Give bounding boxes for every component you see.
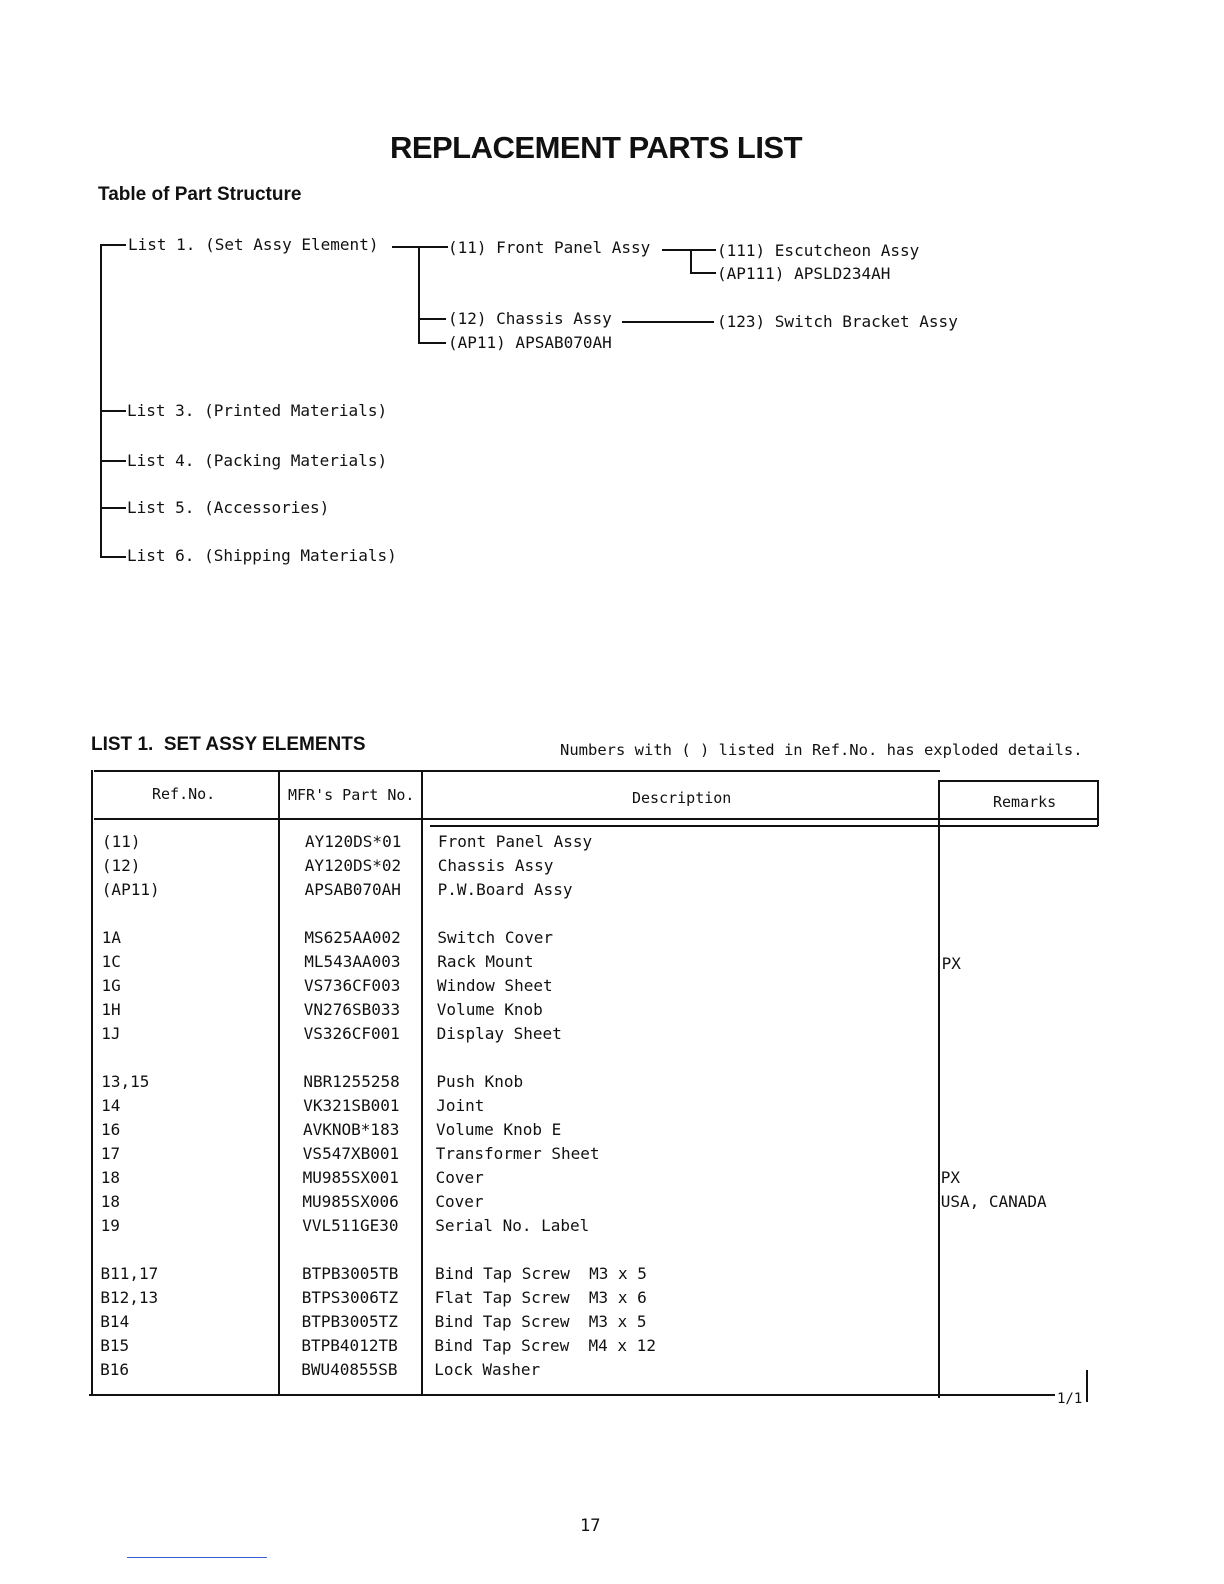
cell-description: Rack Mount (437, 952, 534, 971)
structure-heading: Table of Part Structure (98, 184, 302, 205)
cell-description: Serial No. Label (435, 1216, 590, 1235)
col-divider-desc (938, 780, 940, 1398)
cell-description: Window Sheet (437, 976, 553, 995)
tree-connector-front (662, 249, 716, 251)
tree-branch-list5 (100, 507, 126, 509)
cell-ref-no: 1G (101, 976, 121, 995)
list-end-mark: 1/1 (1057, 1391, 1083, 1407)
cell-ref-no: 1C (101, 952, 121, 971)
cell-ref-no: B11,17 (100, 1264, 159, 1283)
cell-description: Joint (436, 1096, 485, 1115)
end-mark-tick (1086, 1370, 1088, 1402)
cell-remarks: USA, CANADA (940, 1192, 1047, 1211)
table-top-border-remarks (940, 780, 1099, 782)
cell-ref-no: 18 (100, 1192, 120, 1211)
cell-ref-no: B15 (100, 1336, 130, 1355)
cell-remarks: PX (940, 1168, 961, 1187)
cell-part-no: VVL511GE30 (302, 1216, 399, 1235)
cell-part-no: BTPB3005TZ (301, 1312, 398, 1331)
cell-description: Front Panel Assy (438, 832, 593, 851)
tree-branch-list4 (100, 460, 126, 462)
header-remarks: Remarks (993, 793, 1057, 811)
cell-part-no: BWU40855SB (301, 1360, 398, 1379)
cell-part-no: AY120DS*01 (305, 832, 402, 851)
cell-description: Bind Tap Screw M4 x 12 (434, 1336, 656, 1355)
cell-ref-no: B16 (100, 1360, 129, 1379)
tree-connector-list1 (392, 246, 448, 248)
table-header-divider-2 (430, 825, 1098, 827)
table-header-divider (94, 818, 1098, 820)
page-number: 17 (580, 1516, 601, 1536)
cell-ref-no: (AP11) (101, 880, 160, 899)
cell-description: Bind Tap Screw M3 x 5 (434, 1312, 647, 1331)
cell-part-no: BTPB4012TB (301, 1336, 398, 1355)
tree-connector-chassis (622, 321, 714, 323)
cell-part-no: VS547XB001 (302, 1144, 400, 1163)
cell-description: Switch Cover (437, 928, 553, 947)
cell-ref-no: 13,15 (101, 1072, 150, 1091)
cell-part-no: NBR1255258 (303, 1072, 400, 1091)
tree-branch-list3 (100, 410, 126, 412)
cell-part-no: ML543AA003 (304, 952, 401, 971)
tree-branch-list6 (100, 556, 126, 558)
cell-description: Push Knob (436, 1072, 524, 1091)
table-right-border (1097, 780, 1099, 826)
cell-description: Chassis Assy (437, 856, 554, 875)
cell-ref-no: 1J (101, 1024, 121, 1043)
cell-part-no: APSAB070AH (304, 880, 401, 899)
cell-ref-no: 16 (101, 1120, 121, 1139)
tree-branch-ap111 (690, 272, 716, 274)
tree-sub-vertical-front (690, 249, 692, 273)
list1-heading: LIST 1. SET ASSY ELEMENTS (91, 734, 366, 755)
cell-description: Display Sheet (436, 1024, 562, 1043)
table-top-border (94, 770, 940, 772)
cell-part-no: AVKNOB*183 (303, 1120, 400, 1139)
cell-description: Flat Tap Screw M3 x 6 (434, 1288, 647, 1307)
cell-part-no: VS736CF003 (304, 976, 401, 995)
tree-list5: List 5. (Accessories) (127, 498, 330, 517)
page-title: REPLACEMENT PARTS LIST (389, 130, 803, 165)
cell-part-no: VN276SB033 (303, 1000, 401, 1019)
cell-ref-no: B14 (100, 1312, 130, 1331)
tree-branch-ap11 (418, 342, 446, 344)
cell-description: Cover (435, 1168, 484, 1187)
tree-branch-chassis (418, 318, 446, 320)
cell-part-no: MS625AA002 (304, 928, 401, 947)
tree-sub-vertical (418, 246, 420, 344)
cell-remarks: PX (941, 954, 961, 973)
cell-description: Transformer Sheet (435, 1144, 600, 1163)
cell-ref-no: (11) (102, 832, 141, 851)
tree-main-vertical (100, 244, 102, 558)
tree-list6: List 6. (Shipping Materials) (127, 546, 397, 565)
cell-part-no: MU985SX006 (302, 1192, 399, 1211)
cell-part-no: AY120DS*02 (304, 856, 402, 875)
tree-ap111: (AP111) APSLD234AH (717, 264, 891, 283)
cell-ref-no: 1H (101, 1000, 121, 1019)
tree-list3: List 3. (Printed Materials) (127, 401, 388, 420)
cell-ref-no: 17 (100, 1144, 121, 1163)
cell-ref-no: 1A (101, 928, 121, 947)
cell-part-no: VK321SB001 (303, 1096, 400, 1115)
table-left-border (91, 770, 93, 1396)
col-divider-ref (278, 770, 280, 1394)
cell-part-no: VS326CF001 (303, 1024, 400, 1043)
header-description: Description (632, 789, 732, 807)
cell-description: Volume Knob E (436, 1120, 562, 1139)
tree-list4: List 4. (Packing Materials) (127, 451, 388, 470)
tree-front-panel: (11) Front Panel Assy (448, 238, 651, 257)
cell-description: P.W.Board Assy (437, 880, 573, 899)
cell-description: Volume Knob (436, 1000, 543, 1019)
tree-branch-list1 (100, 244, 126, 246)
cell-ref-no: B12,13 (100, 1288, 159, 1307)
col-divider-part (421, 772, 423, 1396)
cell-part-no: BTPS3006TZ (301, 1288, 399, 1307)
tree-ap11: (AP11) APSAB070AH (448, 333, 612, 352)
header-part-no: MFR's Part No. (288, 786, 415, 804)
cell-part-no: MU985SX001 (302, 1168, 399, 1187)
cell-description: Cover (435, 1192, 484, 1211)
cell-ref-no: 18 (100, 1168, 121, 1187)
tree-list1: List 1. (Set Assy Element) (128, 235, 379, 254)
tree-escutcheon: (111) Escutcheon Assy (717, 241, 920, 260)
tree-chassis: (12) Chassis Assy (448, 309, 612, 328)
list1-note: Numbers with ( ) listed in Ref.No. has exploded details. (560, 741, 1083, 759)
header-ref-no: Ref.No. (152, 785, 216, 803)
cell-description: Bind Tap Screw M3 x 5 (435, 1264, 647, 1283)
table-bottom-border (89, 1394, 1055, 1396)
cell-ref-no: 19 (100, 1216, 120, 1235)
footer-rule (127, 1557, 267, 1558)
cell-part-no: BTPB3005TB (302, 1264, 399, 1283)
cell-ref-no: 14 (101, 1096, 121, 1115)
tree-switch-bracket: (123) Switch Bracket Assy (717, 312, 958, 331)
cell-ref-no: (12) (101, 856, 141, 875)
cell-description: Lock Washer (434, 1360, 541, 1379)
